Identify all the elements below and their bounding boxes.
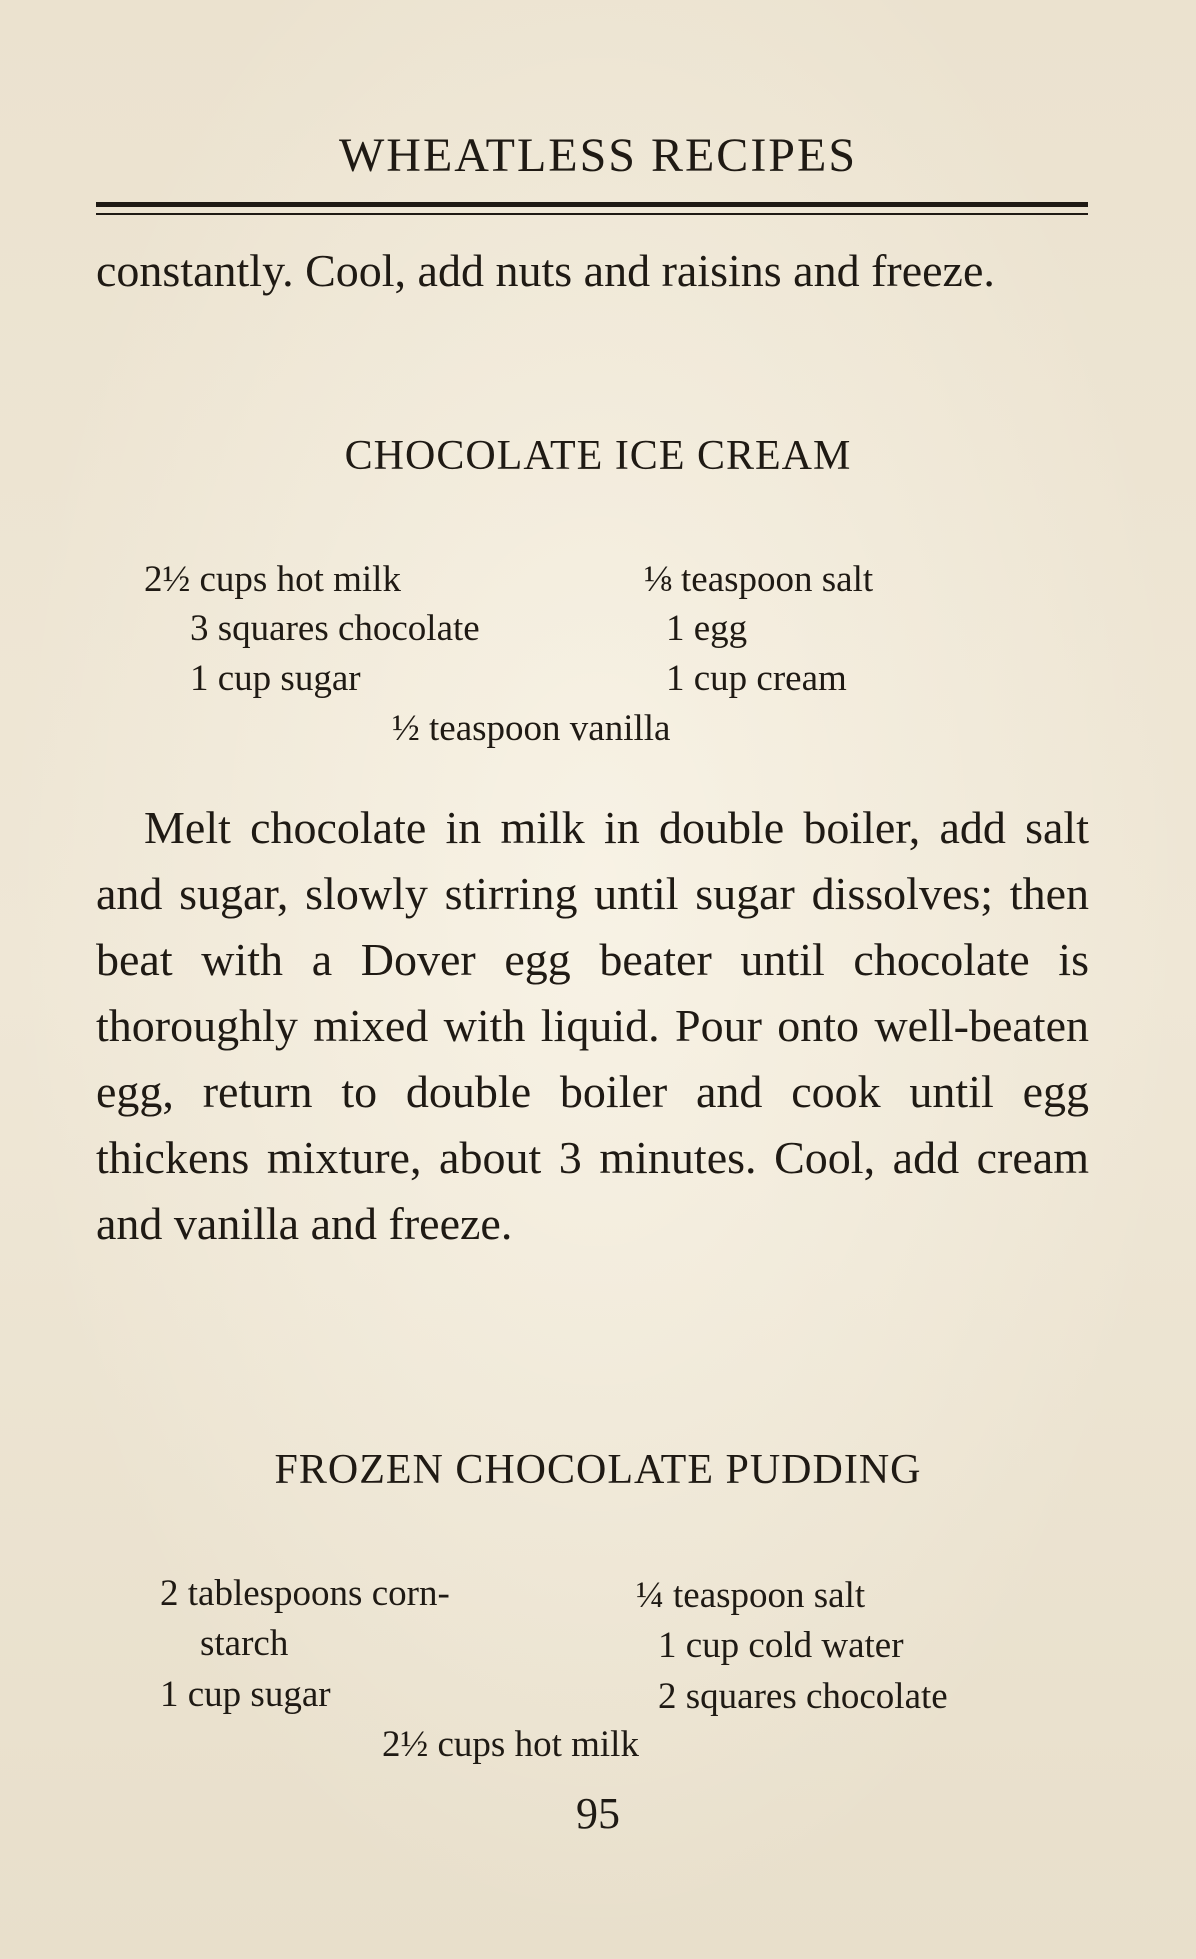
ingredient: 3 squares chocolate: [190, 608, 480, 649]
ingredient: ½ teaspoon vanilla: [392, 708, 671, 749]
ingredient: 1 cup sugar: [160, 1674, 331, 1715]
ingredient: 2 squares chocolate: [658, 1676, 948, 1717]
header-rule-thin: [96, 213, 1088, 215]
ingredient: 2 tablespoons corn-: [160, 1573, 450, 1614]
ingredient: 1 cup sugar: [190, 658, 361, 699]
continued-paragraph: constantly. Cool, add nuts and raisins and freeze.: [96, 245, 995, 296]
ingredient: 2½ cups hot milk: [144, 559, 401, 600]
ingredient: 1 egg: [666, 608, 748, 649]
running-head: WHEATLESS RECIPES: [338, 129, 858, 182]
ingredient: 1 cup cold water: [658, 1625, 904, 1666]
ingredient: ⅛ teaspoon salt: [644, 559, 874, 600]
ingredient: ¼ teaspoon salt: [636, 1575, 866, 1616]
recipe-method: Melt chocolate in milk in double boiler, add salt and sugar, slowly stirring until sugar dissolves; then beat with a Dover egg beater until chocolate is thoroughly mixed with liquid. Pour onto well-beaten egg, return to double boiler and cook until egg thickens mixture, about 3 minutes. Cool, add cream and vanilla and freeze.: [96, 802, 1089, 1249]
recipe-title-chocolate-ice-cream: CHOCOLATE ICE CREAM: [344, 433, 852, 479]
ingredient: starch: [200, 1623, 289, 1664]
recipe-title-frozen-chocolate-pudding: FROZEN CHOCOLATE PUDDING: [274, 1447, 922, 1493]
ingredient: 1 cup cream: [666, 658, 847, 699]
page-number: 95: [576, 1789, 620, 1838]
ingredient: 2½ cups hot milk: [382, 1724, 639, 1765]
header-rule-thick: [96, 202, 1088, 207]
